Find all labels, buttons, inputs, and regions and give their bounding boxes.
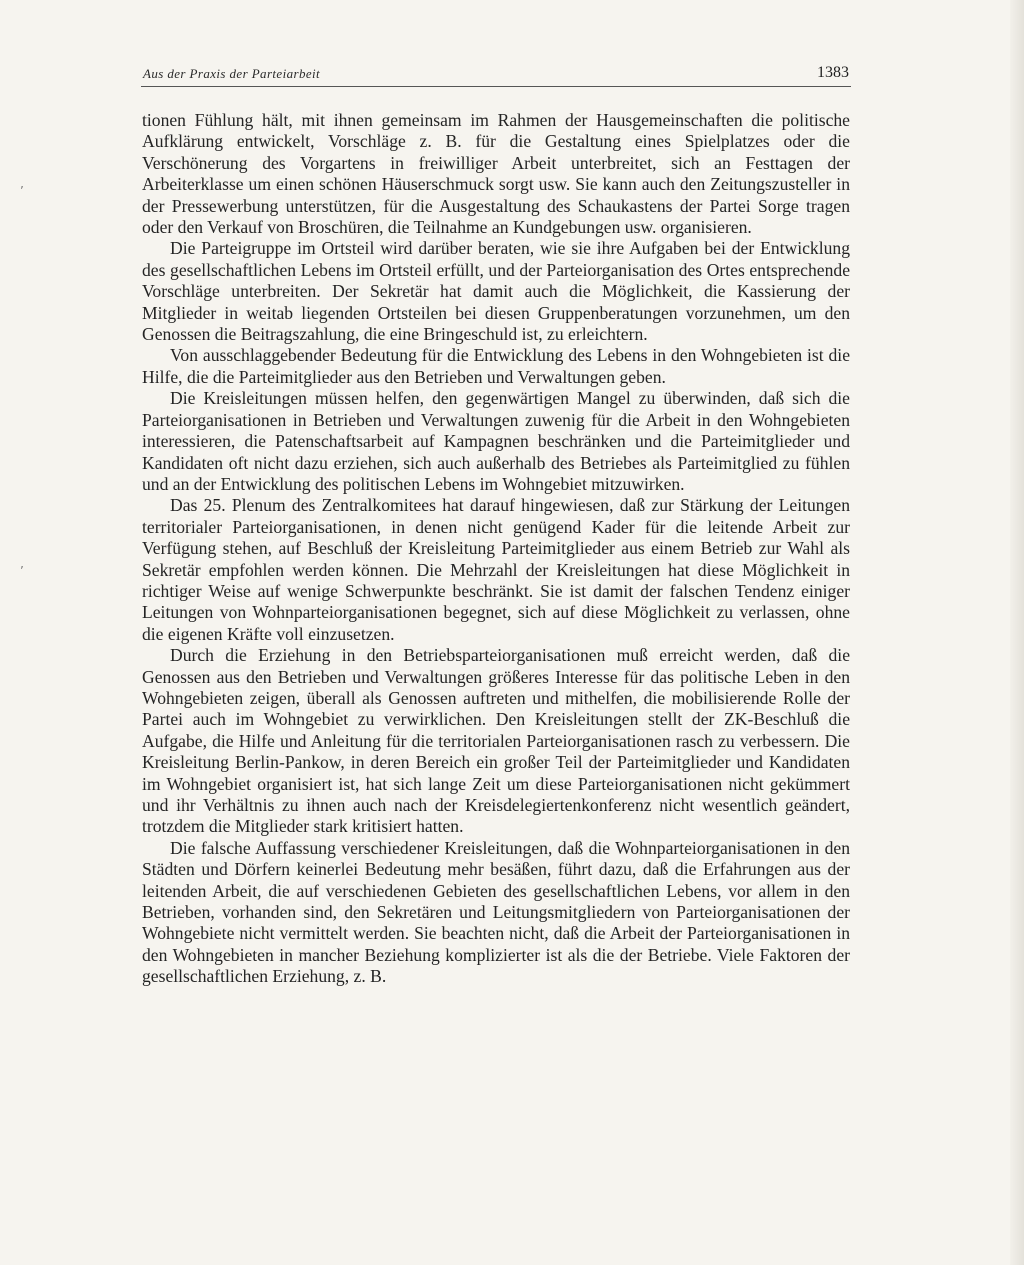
margin-mark: ’: [20, 564, 24, 578]
body-text: [142, 110, 850, 988]
paragraph-4: Die Kreisleitungen müssen helfen, den gegenwärtigen Mangel zu überwinden, daß sich die Parteiorganisationen in Betrieben und Verwaltungen zuwenig für die Arbeit in den Wohngebieten interessieren, die Patenschaftsarbeit auf Kampagnen beschränken und die Parteimitglieder und Kandidaten oft nicht dazu erziehen, sich auch außerhalb des Betriebes als Parteimitglied zu fühlen und an der Entwicklung des politischen Lebens im Wohngebiet mitzuwirken.: [142, 388, 850, 494]
paragraph-6: Durch die Erziehung in den Betriebsparteiorganisationen muß erreicht werden, daß die Genossen aus den Betrieben und Verwaltungen größeres Interesse für das politische Leben in den Wohngebieten zeigen, überall als Genossen auftreten und mithelfen, die mobilisierende Rolle der Partei auch im Wohngebiet zu verwirklichen. Den Kreisleitungen stellt der ZK-Beschluß die Aufgabe, die Hilfe und Anleitung für die territorialen Parteiorganisationen rasch zu verbessern. Die Kreisleitung Berlin-Pankow, in deren Bereich ein großer Teil der Parteimitglieder und Kandidaten im Wohngebiet organisiert ist, hat sich lange Zeit um diese Parteiorganisationen nicht gekümmert und ihr Verhältnis zu ihnen auch nach der Kreisdelegiertenkonferenz nicht wesentlich geändert, trotzdem die Mitglieder stark kritisiert hatten.: [142, 645, 850, 837]
paragraph-5: Das 25. Plenum des Zentralkomitees hat darauf hingewiesen, daß zur Stärkung der Leitungen territorialer Parteiorganisationen, in denen nicht genügend Kader für die leitende Arbeit zur Verfügung stehen, auf Beschluß der Kreisleitung Parteimitglieder aus einem Betrieb zur Wahl als Sekretär empfohlen werden können. Die Mehrzahl der Kreisleitungen hat diese Möglichkeit in richtiger Weise auf wenige Schwerpunkte beschränkt. Sie ist damit der falschen Tendenz einiger Leitungen von Wohnparteiorganisationen begegnet, sich auf diese Möglichkeit zu verlassen, ohne die eigenen Kräfte voll einzusetzen.: [142, 495, 850, 644]
header-rule: [141, 86, 851, 87]
page-number: 1383: [817, 64, 849, 81]
paragraph-1: tionen Fühlung hält, mit ihnen gemeinsam im Rahmen der Hausgemeinschaften die politische Aufklärung entwickelt, Vorschläge z. B. für die Gestaltung eines Spielplatzes oder die Verschönerung des Vorgartens in freiwilliger Arbeit unterbreitet, sich an Festtagen der Arbeiterklasse um einen schönen Häuserschmuck sorgt usw. Sie kann auch den Zeitungszusteller in der Pressewerbung unterstützen, für die Ausgestaltung des Schaukastens der Partei Sorge tragen oder den Verkauf von Broschüren, die Teilnahme an Kundgebungen usw. organisieren.: [142, 110, 850, 238]
running-header: [141, 64, 851, 86]
running-title: Aus der Praxis der Parteiarbeit: [143, 66, 321, 81]
page-edge-shadow: [1010, 0, 1024, 1265]
paragraph-3: Von ausschlaggebender Bedeutung für die Entwicklung des Lebens in den Wohngebieten ist die Hilfe, die die Parteimitglieder aus den Betrieben und Verwaltungen geben.: [142, 345, 850, 387]
paragraph-2: Die Parteigruppe im Ortsteil wird darüber beraten, wie sie ihre Aufgaben bei der Entwicklung des gesellschaftlichen Lebens im Ortsteil erfüllt, und der Parteiorganisation des Ortes entsprechende Vorschläge unterbreiten. Der Sekretär hat damit auch die Möglichkeit, die Kassierung der Mitglieder in weitab liegenden Ortsteilen bei diesen Gruppenberatungen vorzunehmen, um den Genossen die Beitragszahlung, die eine Bringeschuld ist, zu erleichtern.: [142, 238, 850, 345]
margin-mark: ’: [20, 184, 24, 198]
paragraph-7: Die falsche Auffassung verschiedener Kreisleitungen, daß die Wohnparteiorganisationen in den Städten und Dörfern keinerlei Bedeutung mehr besäßen, führt dazu, daß die Erfahrungen aus der leitenden Arbeit, die auf verschiedenen Gebieten des gesellschaftlichen Lebens, vor allem in den Betrieben, vorhanden sind, den Sekretären und Leitungsmitgliedern von Parteiorganisationen der Wohngebiete nicht vermittelt werden. Sie beachten nicht, daß die Arbeit der Parteiorganisationen in den Wohngebieten in mancher Beziehung komplizierter ist als die der Betriebe. Viele Faktoren der gesellschaftlichen Erziehung, z. B.: [142, 837, 850, 987]
